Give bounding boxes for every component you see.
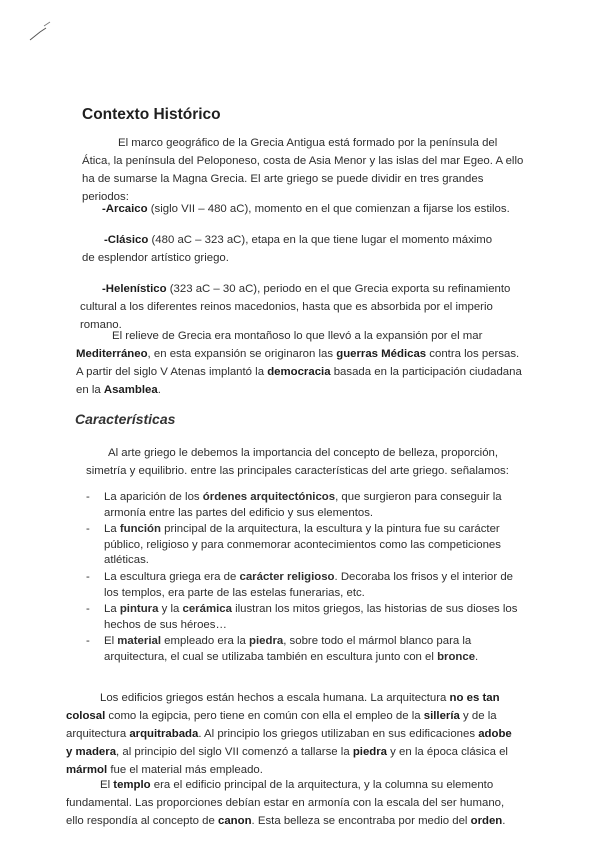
bold-term: orden [470,815,503,827]
bold-term: arquitrabada [129,728,199,740]
bold-term: Mediterráneo [76,348,148,360]
text-run: . [157,384,161,396]
period-text: (siglo VII – 480 aC), momento en el que comienzan a fijarse los estilos. [147,203,510,215]
text-run: contra los persas. A partir del siglo V Atenas implantó la [76,348,520,378]
text-run: y de la arquitectura [66,710,497,740]
text-run: , en esta expansión se originaron las [147,348,337,360]
pen-mark-icon [28,20,56,42]
text-run: . Esta belleza se encontraba por medio del [251,815,471,827]
text-run: , que surgieron para conseguir la armonía entre las partes del edificio y sus elementos. [104,491,502,519]
intro-paragraph [82,134,524,206]
period-text: (480 aC – 323 aC), etapa en la que tiene lugar el momento máximo de esplendor artístico griego. [82,234,493,264]
bold-term: función [119,523,161,536]
text-run: , al principio del siglo VII comenzó a tallarse la [116,746,353,758]
list-item [86,602,526,633]
text-run: . [502,815,506,827]
text-run: El relieve de Grecia era montañoso lo que llevó a la expansión por el mar [112,330,483,342]
text-run: . Decoraba los frisos y el interior de los templos, era parte de las estelas funerarias, etc. [104,570,514,599]
text-run: . [475,650,479,663]
intro-text: El marco geográfico de la Grecia Antigua está formado por la península del Ática, la península del Peloponeso, costa de Asia Menor y las islas del mar Egeo. A ello ha de sumarse la Magna Grecia. El arte griego se puede dividir en tres grandes periodos: [82,137,524,203]
bold-term: piedra [352,746,388,758]
text-run: El [100,779,114,791]
text-run: La escultura griega era de [104,570,240,583]
bold-term: sillería [423,710,460,722]
temple-paragraph [66,776,518,830]
text-run: era el edificio principal de la arquitectura, y la columna su elemento fundamental. Las proporciones debían estar en armonía con la escala del ser humano, ello respondía al concepto de [66,779,505,827]
buildings-paragraph [66,689,518,779]
text-run: y la [158,603,183,616]
text-run: empleado era la [161,635,250,648]
period-name: -Helenístico [102,283,167,295]
bold-term: templo [113,779,151,791]
period-helenistico [80,280,520,334]
bold-term: mármol [66,764,108,776]
bold-term: democracia [267,366,331,378]
text-run: fue el material más empleado. [107,764,263,776]
list-item [86,522,526,569]
period-clasico [82,231,502,267]
text-run: ilustran los mitos griegos, las historias de sus dioses los hechos de sus héroes… [104,603,518,631]
text-run: Al arte griego le debemos la importancia del concepto de belleza, proporción, simetría y equilibrio. entre las principales características del arte griego. señalamos: [86,447,509,477]
page-title: Contexto Histórico [82,106,221,123]
period-arcaico [102,200,522,218]
list-item [86,490,526,521]
text-run: como la egipcia, pero tiene en común con ella el empleo de la [105,710,424,722]
relief-paragraph [76,327,524,399]
bold-term: canon [217,815,252,827]
text-run: El [104,635,118,648]
text-run: Los edificios griegos están hechos a escala humana. La arquitectura [100,692,450,704]
period-name: -Arcaico [102,203,148,215]
characteristics-list [86,490,526,667]
list-item [86,570,526,601]
text-run: La [104,603,120,616]
bold-term: guerras Médicas [336,348,427,360]
bold-term: no es tan colosal [66,692,500,722]
bold-term: órdenes arquitectónicos [202,491,336,503]
section-subtitle: Características [75,411,176,427]
text-run: y en la época clásica el [387,746,508,758]
bold-term: piedra [249,635,284,648]
text-run: principal de la arquitectura, la escultura y la pintura fue su carácter público, religioso y para conmemorar acontecimientos como las competiciones atléticas. [104,523,501,567]
bold-term: carácter religioso [239,570,335,583]
bold-term: bronce [437,650,476,663]
characteristics-intro [86,444,518,480]
period-text: (323 aC – 30 aC), periodo en el que Grecia exporta su refinamiento cultural a los diferentes reinos macedonios, hasta que es absorbida por el imperio romano. [80,283,511,331]
text-run: La aparición de los [104,491,203,503]
text-run: , sobre todo el mármol blanco para la arquitectura, el cual se utilizaba también en escultura junto con el [104,635,472,663]
bold-term: material [117,635,161,648]
text-run: . Al principio los griegos utilizaban en sus edificaciones [198,728,479,740]
bold-term: Asamblea [103,384,158,396]
text-run: basada en la participación ciudadana en la [76,366,522,396]
text-run: La [104,523,120,536]
bold-term: cerámica [182,603,232,616]
bold-term: pintura [119,603,159,616]
list-item [86,634,526,665]
period-name: -Clásico [104,234,149,246]
bold-term: adobe y madera [66,728,512,758]
